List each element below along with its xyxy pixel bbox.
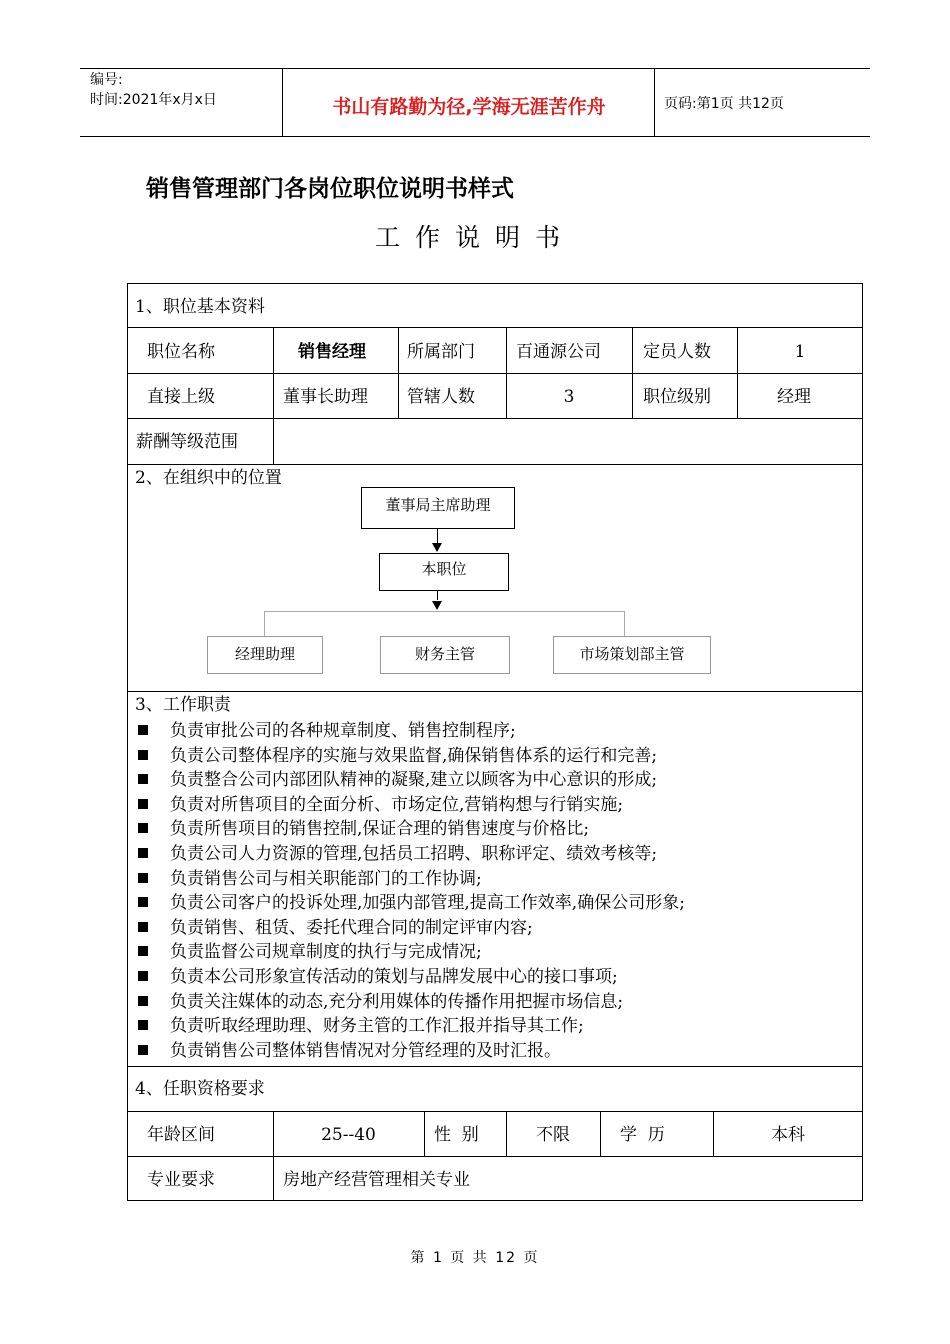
- label-major: 专业要求: [147, 1170, 215, 1190]
- list-item: 负责整合公司内部团队精神的凝聚,建立以顾客为中心意识的形成;: [134, 768, 685, 793]
- header-page-info: 页码:第1页 共12页: [664, 96, 784, 112]
- square-bullet-icon: [138, 848, 148, 858]
- list-item: 负责所售项目的销售控制,保证合理的销售速度与价格比;: [134, 817, 685, 842]
- list-item: 负责销售公司整体销售情况对分管经理的及时汇报。: [134, 1039, 685, 1064]
- square-bullet-icon: [138, 971, 148, 981]
- row-rule: [127, 418, 863, 419]
- arrow-down-icon: [432, 543, 442, 552]
- row-rule: [127, 691, 863, 692]
- org-connector: [437, 529, 438, 544]
- org-node-manager-assistant: 经理助理: [207, 636, 323, 674]
- list-item: 负责公司客户的投诉处理,加强内部管理,提高工作效率,确保公司形象;: [134, 891, 685, 916]
- page-footer: 第 1 页 共 12 页: [410, 1250, 540, 1266]
- age-range: 25--40: [321, 1125, 376, 1145]
- square-bullet-icon: [138, 996, 148, 1006]
- header-bottom-rule: [80, 136, 870, 137]
- header-top-rule: [80, 68, 870, 69]
- row-rule: [127, 1066, 863, 1067]
- superior: 董事长助理: [283, 387, 368, 407]
- section-heading: 4、任职资格要求: [135, 1079, 265, 1099]
- org-connector: [624, 611, 625, 637]
- position-name: 销售经理: [298, 342, 366, 362]
- square-bullet-icon: [138, 823, 148, 833]
- list-item: 负责审批公司的各种规章制度、销售控制程序;: [134, 719, 685, 744]
- label-age: 年龄区间: [147, 1125, 215, 1145]
- arrow-down-icon: [432, 601, 442, 610]
- square-bullet-icon: [138, 873, 148, 883]
- square-bullet-icon: [138, 922, 148, 932]
- label-salary-range: 薪酬等级范围: [136, 432, 238, 452]
- header-meta: [90, 70, 217, 110]
- document-subtitle: 工作说明书: [374, 223, 575, 252]
- list-item: 负责销售公司与相关职能部门的工作协调;: [134, 867, 685, 892]
- gender: 不限: [536, 1125, 570, 1145]
- list-item: 负责本公司形象宣传活动的策划与品牌发展中心的接口事项;: [134, 965, 685, 990]
- list-item: 负责对所售项目的全面分析、市场定位,营销构想与行销实施;: [134, 793, 685, 818]
- header-divider: [654, 68, 655, 136]
- department: 百通源公司: [516, 342, 601, 362]
- square-bullet-icon: [138, 897, 148, 907]
- square-bullet-icon: [138, 750, 148, 760]
- list-item: 负责销售、租赁、委托代理合同的制定评审内容;: [134, 916, 685, 941]
- label-subordinates: 管辖人数: [407, 387, 475, 407]
- col-rule: [398, 327, 399, 418]
- square-bullet-icon: [138, 725, 148, 735]
- col-rule: [600, 1111, 601, 1156]
- education: 本科: [771, 1125, 805, 1145]
- header-divider: [282, 68, 283, 136]
- subordinates: 3: [563, 387, 575, 407]
- headcount: 1: [794, 342, 806, 362]
- section-heading: 3、工作职责: [135, 695, 231, 715]
- square-bullet-icon: [138, 1020, 148, 1030]
- row-rule: [127, 373, 863, 374]
- header-motto: 书山有路勤为径,学海无涯苦作舟: [332, 96, 606, 118]
- org-node-chairman-assistant: 董事局主席助理: [361, 487, 515, 529]
- label-level: 职位级别: [643, 387, 711, 407]
- row-rule: [127, 464, 863, 465]
- square-bullet-icon: [138, 1045, 148, 1055]
- col-rule: [632, 327, 633, 418]
- row-rule: [127, 1156, 863, 1157]
- document-time: 时间:2021年x月x日: [90, 92, 217, 108]
- level: 经理: [777, 387, 811, 407]
- org-connector: [437, 591, 438, 600]
- major: 房地产经营管理相关专业: [283, 1170, 470, 1190]
- section-heading: 2、在组织中的位置: [135, 468, 282, 488]
- label-gender: 性 别: [434, 1125, 479, 1145]
- label-position-name: 职位名称: [147, 342, 215, 362]
- list-item: 负责公司整体程序的实施与效果监督,确保销售体系的运行和完善;: [134, 744, 685, 769]
- document-title: 销售管理部门各岗位职位说明书样式: [146, 176, 514, 202]
- org-node-this-position: 本职位: [379, 553, 509, 591]
- col-rule: [424, 1111, 425, 1156]
- org-branch-line: [264, 611, 625, 612]
- org-node-finance-supervisor: 财务主管: [380, 636, 510, 674]
- duty-list: [134, 719, 685, 1063]
- label-education: 学 历: [620, 1125, 665, 1145]
- row-rule: [127, 327, 863, 328]
- org-connector: [264, 611, 265, 637]
- square-bullet-icon: [138, 774, 148, 784]
- square-bullet-icon: [138, 946, 148, 956]
- list-item: 负责听取经理助理、财务主管的工作汇报并指导其工作;: [134, 1014, 685, 1039]
- org-node-marketing-supervisor: 市场策划部主管: [553, 636, 711, 674]
- document-number: 编号:: [90, 72, 123, 88]
- col-rule: [273, 327, 274, 464]
- label-headcount: 定员人数: [643, 342, 711, 362]
- label-superior: 直接上级: [147, 387, 215, 407]
- list-item: 负责公司人力资源的管理,包括员工招聘、职称评定、绩效考核等;: [134, 842, 685, 867]
- row-rule: [127, 1111, 863, 1112]
- list-item: 负责监督公司规章制度的执行与完成情况;: [134, 940, 685, 965]
- label-department: 所属部门: [407, 342, 475, 362]
- square-bullet-icon: [138, 799, 148, 809]
- list-item: 负责关注媒体的动态,充分利用媒体的传播作用把握市场信息;: [134, 990, 685, 1015]
- section-heading: 1、职位基本资料: [135, 297, 265, 317]
